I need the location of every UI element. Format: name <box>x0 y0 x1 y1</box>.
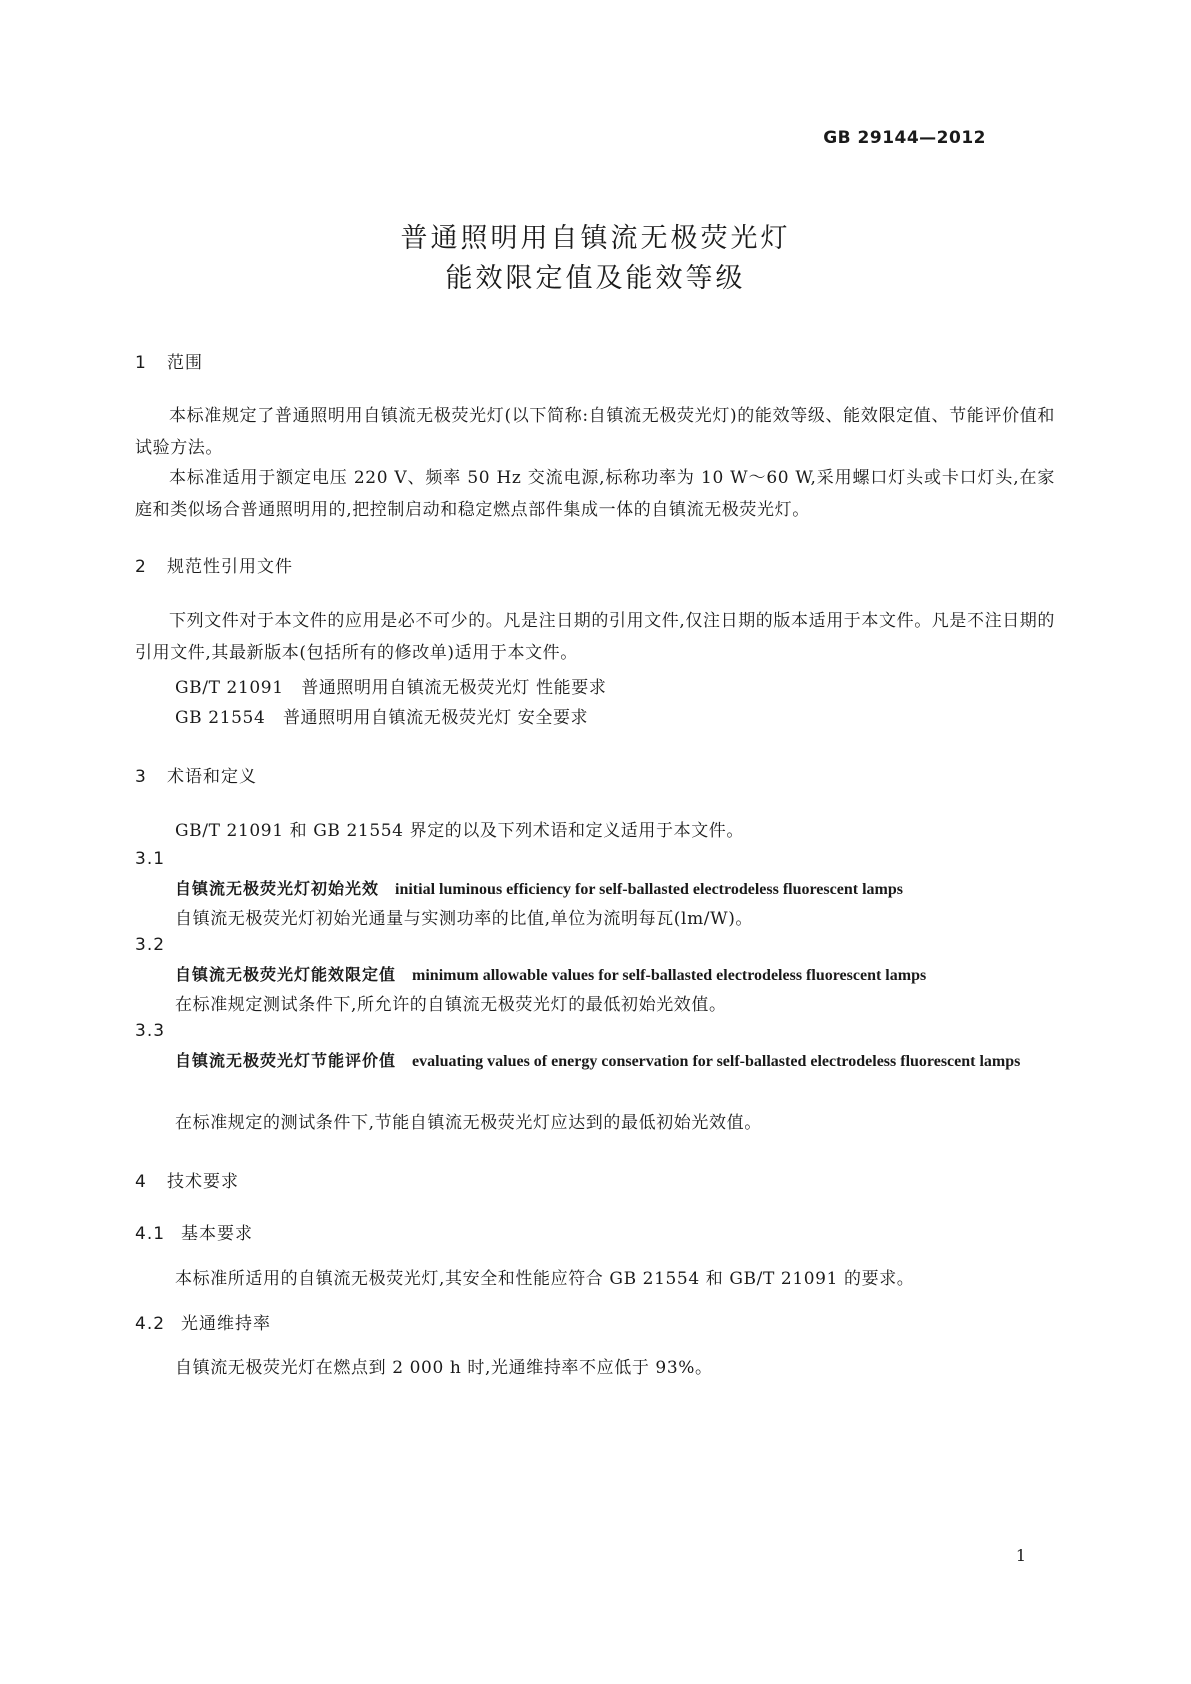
section-3-heading <box>135 762 257 787</box>
term-3-1-definition: 自镇流无极荧光灯初始光通量与实测功率的比值,单位为流明每瓦(lm/W)。 <box>175 909 754 929</box>
subsection-number: 4.1 <box>135 1224 166 1244</box>
section-number: 3 <box>135 767 147 787</box>
term-3-3-number: 3.3 <box>135 1021 166 1041</box>
section-number: 1 <box>135 353 147 373</box>
term-chinese: 自镇流无极荧光灯能效限定值 <box>175 965 397 984</box>
subsection-number: 4.2 <box>135 1314 166 1334</box>
term-3-1-number: 3.1 <box>135 849 166 869</box>
term-chinese: 自镇流无极荧光灯初始光效 <box>175 879 380 898</box>
page-number: 1 <box>1015 1546 1026 1565</box>
section-4-1-heading <box>135 1219 253 1244</box>
document-title-line1: 普通照明用自镇流无极荧光灯 <box>400 223 791 254</box>
section-1-heading <box>135 348 203 373</box>
section-number: 4 <box>135 1172 147 1192</box>
term-3-2-definition: 在标准规定测试条件下,所允许的自镇流无极荧光灯的最低初始光效值。 <box>175 995 727 1015</box>
term-3-3 <box>135 1046 1055 1077</box>
section-4-2-paragraph: 自镇流无极荧光灯在燃点到 2 000 h 时,光通维持率不应低于 93%。 <box>175 1358 713 1378</box>
section-title: 术语和定义 <box>167 767 257 787</box>
subsection-title: 基本要求 <box>181 1224 253 1244</box>
term-chinese: 自镇流无极荧光灯节能评价值 <box>175 1051 397 1070</box>
reference-gbt-21091: GB/T 21091 普通照明用自镇流无极荧光灯 性能要求 <box>175 678 607 698</box>
section-4-2-heading <box>135 1309 271 1334</box>
term-english: initial luminous efficiency for self-ballasted electrodeless fluorescent lamps <box>395 881 903 898</box>
term-3-1 <box>175 876 903 899</box>
section-title: 规范性引用文件 <box>167 557 293 577</box>
reference-gb-21554: GB 21554 普通照明用自镇流无极荧光灯 安全要求 <box>175 708 589 728</box>
term-3-2 <box>175 962 926 985</box>
subsection-title: 光通维持率 <box>181 1314 271 1334</box>
section-title: 范围 <box>167 353 203 373</box>
term-3-2-number: 3.2 <box>135 935 166 955</box>
section-4-1-paragraph: 本标准所适用的自镇流无极荧光灯,其安全和性能应符合 GB 21554 和 GB/T 21091 的要求。 <box>175 1269 915 1289</box>
section-2-heading <box>135 552 293 577</box>
term-3-3-definition: 在标准规定的测试条件下,节能自镇流无极荧光灯应达到的最低初始光效值。 <box>175 1113 762 1133</box>
section-number: 2 <box>135 557 147 577</box>
section-4-heading <box>135 1167 239 1192</box>
section-3-intro: GB/T 21091 和 GB 21554 界定的以及下列术语和定义适用于本文件。 <box>175 821 744 841</box>
section-title: 技术要求 <box>167 1172 239 1192</box>
section-2-paragraph-1: 下列文件对于本文件的应用是必不可少的。凡是注日期的引用文件,仅注日期的版本适用于本文件。凡是不注日期的引用文件,其最新版本(包括所有的修改单)适用于本文件。 <box>135 611 1056 663</box>
section-1-paragraph-1: 本标准规定了普通照明用自镇流无极荧光灯(以下简称:自镇流无极荧光灯)的能效等级、能效限定值、节能评价值和试验方法。 <box>135 406 1055 458</box>
term-english: minimum allowable values for self-ballasted electrodeless fluorescent lamps <box>412 967 927 984</box>
document-title-line2: 能效限定值及能效等级 <box>445 263 746 294</box>
standard-number: GB 29144—2012 <box>823 128 986 148</box>
term-english: evaluating values of energy conservation for self-ballasted electrodeless fluorescent lamps <box>412 1053 1021 1070</box>
section-1-paragraph-2: 本标准适用于额定电压 220 V、频率 50 Hz 交流电源,标称功率为 10 W～60 W,采用螺口灯头或卡口灯头,在家庭和类似场合普通照明用的,把控制启动和稳定燃点部件集成一体的自镇流无极荧光灯。 <box>135 468 1055 520</box>
